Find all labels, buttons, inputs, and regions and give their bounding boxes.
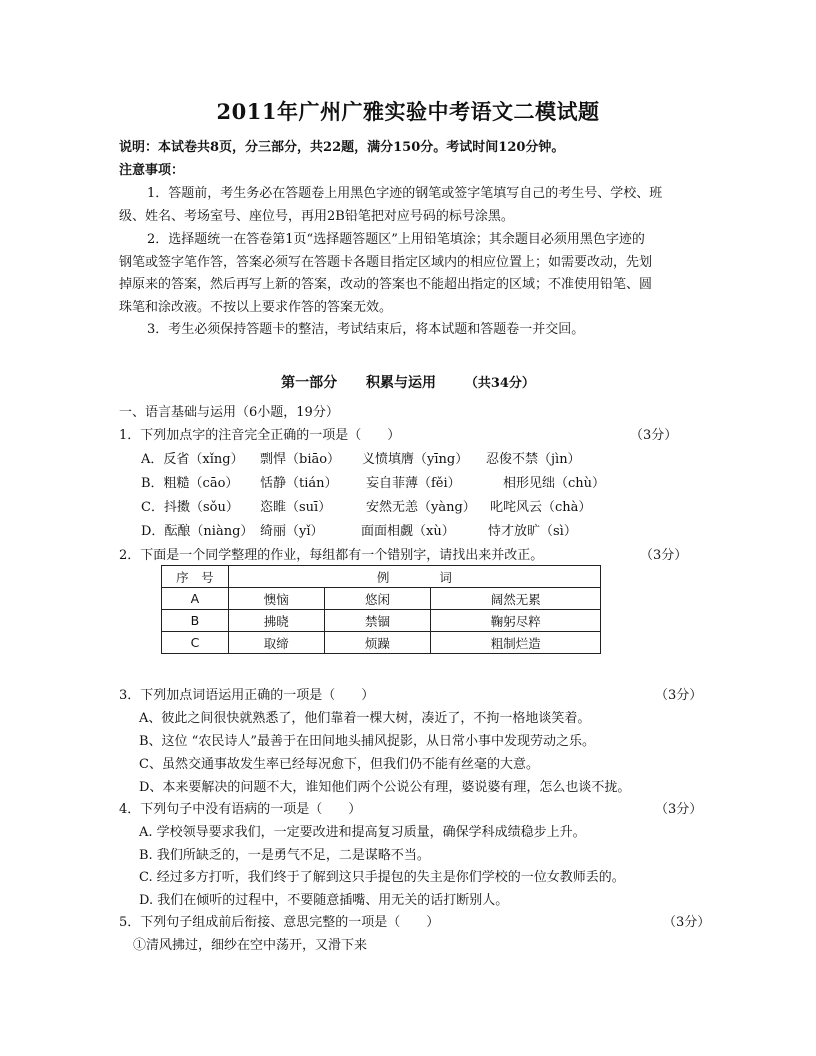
question-4-stem: 4．下列句子中没有语病的一项是（ ） <box>119 802 362 817</box>
page-title: 2011年广州广雅实验中考语文二模试题 <box>216 99 600 124</box>
note-line: 掉原来的答案，然后再写上新的答案，改动的答案也不能超出指定的区域；不准使用铅笔、圆 <box>119 277 653 292</box>
table-cell: 烦躁 <box>324 632 431 654</box>
notes-label: 注意事项： <box>119 163 185 178</box>
table-cell: 阔然无累 <box>431 588 601 610</box>
q4-option-b: B. 我们所缺乏的，一是勇气不足，二是谋略不当。 <box>139 848 430 863</box>
table-cell: 粗制烂造 <box>431 632 601 654</box>
q1-option-a-3: 义愤填膺（yīng） <box>362 452 469 467</box>
note-line: 级、姓名、考场室号、座位号，再用2B铅笔把对应号码的标号涂黑。 <box>119 209 514 224</box>
q1-option-b-1: B．粗糙（cāo） <box>141 476 239 491</box>
q1-option-c-2: 恣睢（suī） <box>260 500 332 515</box>
q1-option-d-1: D．酝酿（niàng） <box>141 524 254 539</box>
q1-option-a-2: 剽悍（biāo） <box>260 452 341 467</box>
note-line: 珠笔和涂改液。不按以上要求作答的答案无效。 <box>119 300 393 315</box>
table-cell: 悠闲 <box>324 588 431 610</box>
table-cell: C <box>162 632 229 654</box>
question-3-stem: 3．下列加点词语运用正确的一项是（ ） <box>119 688 375 703</box>
q1-option-b-2: 恬静（tián） <box>260 476 338 491</box>
question-5-score: （3分） <box>663 915 711 930</box>
question-1-score: （3分） <box>630 428 678 443</box>
table-header-cell: 序 号 <box>162 566 229 588</box>
q1-option-d-4: 恃才放旷（sì） <box>488 524 577 539</box>
table-row <box>162 588 601 610</box>
section-part: 第一部分 <box>281 375 338 391</box>
question-2-stem: 2．下面是一个同学整理的作业，每组都有一个错别字，请找出来并改正。 <box>119 548 544 563</box>
q4-option-d: D. 我们在倾听的过程中，不要随意插嘴、用无关的话打断别人。 <box>139 893 509 908</box>
exam-explanation: 说明：本试卷共8页，分三部分，共22题，满分150分。考试时间120分钟。 <box>119 140 565 155</box>
table-header-row <box>162 566 601 588</box>
table-cell: 鞠躬尽粹 <box>431 610 601 632</box>
q1-option-c-4: 叱咤风云（chà） <box>490 500 592 515</box>
q3-option-b: B、这位 “农民诗人”最善于在田间地头捕风捉影，从日常小事中发现劳动之乐。 <box>139 734 595 749</box>
q1-option-b-3: 妄自菲薄（fěi） <box>366 476 461 491</box>
q4-option-a: A. 学校领导要求我们，一定要改进和提高复习质量，确保学科成绩稳步上升。 <box>139 825 586 840</box>
section-points: （共34分） <box>464 376 535 391</box>
table-row <box>162 610 601 632</box>
table-cell: 禁锢 <box>324 610 431 632</box>
question-4-score: （3分） <box>655 802 703 817</box>
question-3-score: （3分） <box>655 688 703 703</box>
table-cell: A <box>162 588 229 610</box>
note-line: 3．考生必须保持答题卡的整洁，考试结束后，将本试题和答题卷一并交回。 <box>147 322 585 337</box>
question-2-score: （3分） <box>640 548 688 563</box>
q1-option-a-1: A．反省（xǐng） <box>141 452 244 467</box>
q3-option-d: D、本来要解决的问题不大，谁知他们两个公说公有理，婆说婆有理，怎么也谈不拢。 <box>139 780 631 795</box>
q5-item-1: ①清风拂过，细纱在空中荡开，又滑下来 <box>133 938 368 953</box>
q3-option-c: C、虽然交通事故发生率已经每况愈下，但我们仍不能有丝毫的大意。 <box>139 757 539 772</box>
section-heading <box>0 372 816 392</box>
table-cell: 拂晓 <box>228 610 324 632</box>
question-1-stem: 1．下列加点字的注音完全正确的一项是（ ） <box>119 428 401 443</box>
section-name: 积累与运用 <box>365 375 436 391</box>
q1-option-c-1: C．抖擞（sǒu） <box>141 500 239 515</box>
q1-option-b-4: 相形见绌（chù） <box>503 476 606 491</box>
note-line: 2．选择题统一在答卷第1页“选择题答题区”上用铅笔填涂；其余题目必须用黑色字迹的 <box>147 232 645 247</box>
note-line: 钢笔或签字笔作答，答案必须写在答题卡各题目指定区域内的相应位置上；如需要改动，先划 <box>119 255 653 270</box>
word-table <box>161 565 601 654</box>
q4-option-c: C. 经过多方打听，我们终于了解到这只手提包的失主是你们学校的一位女教师丢的。 <box>139 870 625 885</box>
q1-option-d-3: 面面相觑（xù） <box>361 524 455 539</box>
table-header-cell: 例 词 <box>228 566 600 588</box>
q3-option-a: A、彼此之间很快就熟悉了，他们靠着一棵大树，凑近了，不拘一格地谈笑着。 <box>139 711 591 726</box>
table-cell: 懊恼 <box>228 588 324 610</box>
subsection-heading: 一、语言基础与运用（6小题，19分） <box>119 405 339 420</box>
q1-option-c-3: 安然无恙（yàng） <box>366 500 476 515</box>
note-line: 1．答题前，考生务必在答题卷上用黑色字迹的钢笔或签字笔填写自己的考生号、学校、班 <box>147 186 663 201</box>
q1-option-a-4: 忍俊不禁（jìn） <box>486 452 581 467</box>
table-row <box>162 632 601 654</box>
table-cell: 取缔 <box>228 632 324 654</box>
question-5-stem: 5．下列句子组成前后衔接、意思完整的一项是（ ） <box>119 915 440 930</box>
q1-option-d-2: 绮丽（yǐ） <box>260 524 324 539</box>
table-cell: B <box>162 610 229 632</box>
